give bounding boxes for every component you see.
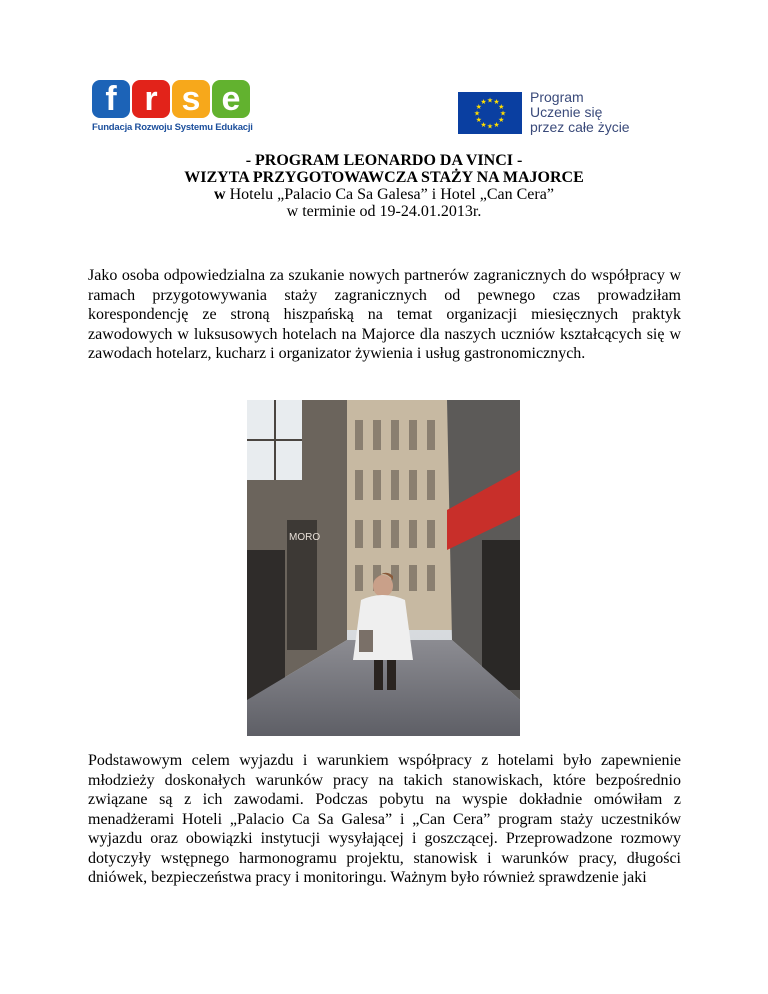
paragraph-purpose: Podstawowym celem wyjazdu i warunkiem współpracy z hotelami było zapewnienie młodzieży doskonałych warunków pracy na takich stanowiskach, które bezpośrednio związane są z ich zawodami. Podczas pobytu na wyspie dokładnie omówiłam z menadżerami Hoteli „Palacio Ca Sa Galesa” i „Can Cera” program staży uczestników wyjazdu oraz obowiązki instytucji wysyłającej i goszczącej. Przeprowadzone rozmowy dotyczyły wstępnego harmonogramu projektu, stanowisk i warunków pracy, długości dniówek, bezpieczeństwa pracy i monitoringu. Ważnym było również sprawdzenie jaki — [88, 752, 681, 886]
eu-star-icon: ★ — [486, 96, 494, 104]
eu-star-icon: ★ — [475, 115, 482, 124]
frse-letters — [92, 80, 262, 118]
heading-hotels-text: Hotelu „Palacio Ca Sa Galesa” i Hotel „Can Cera” — [225, 186, 554, 203]
street-photo — [247, 400, 520, 736]
frse-letter-r: r — [132, 80, 170, 118]
heading-line-dates: w terminie od 19-24.01.2013r. — [286, 203, 482, 220]
frse-letter-e: e — [212, 80, 250, 118]
frse-letter-s: s — [172, 80, 210, 118]
eu-star-icon: ★ — [498, 115, 505, 124]
eu-program-line2: Uczenie się — [530, 104, 603, 120]
frse-logo — [92, 80, 262, 140]
eu-star-icon: ★ — [486, 122, 494, 130]
frse-letter-f: f — [92, 80, 130, 118]
eu-star-icon: ★ — [498, 102, 505, 111]
eu-star-icon: ★ — [480, 120, 487, 129]
heading-line-visit: WIZYTA PRZYGOTOWAWCZA STAŻY NA MAJORCE — [184, 169, 584, 186]
heading-line-program: - PROGRAM LEONARDO DA VINCI - — [245, 152, 523, 169]
eu-program-line3: przez całe życie — [530, 119, 630, 135]
eu-star-icon: ★ — [493, 120, 500, 129]
eu-flag-icon — [458, 92, 522, 134]
heading-hotels-prefix: w — [214, 186, 226, 203]
svg-text:MORO: MORO — [289, 532, 321, 543]
frse-subtitle: Fundacja Rozwoju Systemu Edukacji — [92, 122, 253, 133]
eu-program-line1: Program — [530, 89, 584, 105]
eu-program-text — [530, 90, 630, 135]
eu-star-icon: ★ — [493, 97, 500, 106]
eu-star-icon: ★ — [480, 97, 487, 106]
eu-program-logo — [458, 90, 630, 135]
paragraph-intro: Jako osoba odpowiedzialna za szukanie nowych partnerów zagranicznych do współpracy w ramach przygotowywania staży zagranicznych od pewnego czas prowadziłam korespondencję ze stroną hiszpańską na temat organizacji miesięcznych praktyk zawodowych w luksusowych hotelach na Majorce dla naszych uczniów kształcących się w zawodach hotelarz, kucharz i organizator żywienia i usług gastronomicznych. — [88, 267, 681, 362]
document-heading — [0, 152, 768, 220]
eu-star-icon: ★ — [499, 109, 507, 117]
eu-star-icon: ★ — [475, 102, 482, 111]
heading-line-hotels — [0, 186, 768, 203]
eu-star-icon: ★ — [473, 109, 481, 117]
